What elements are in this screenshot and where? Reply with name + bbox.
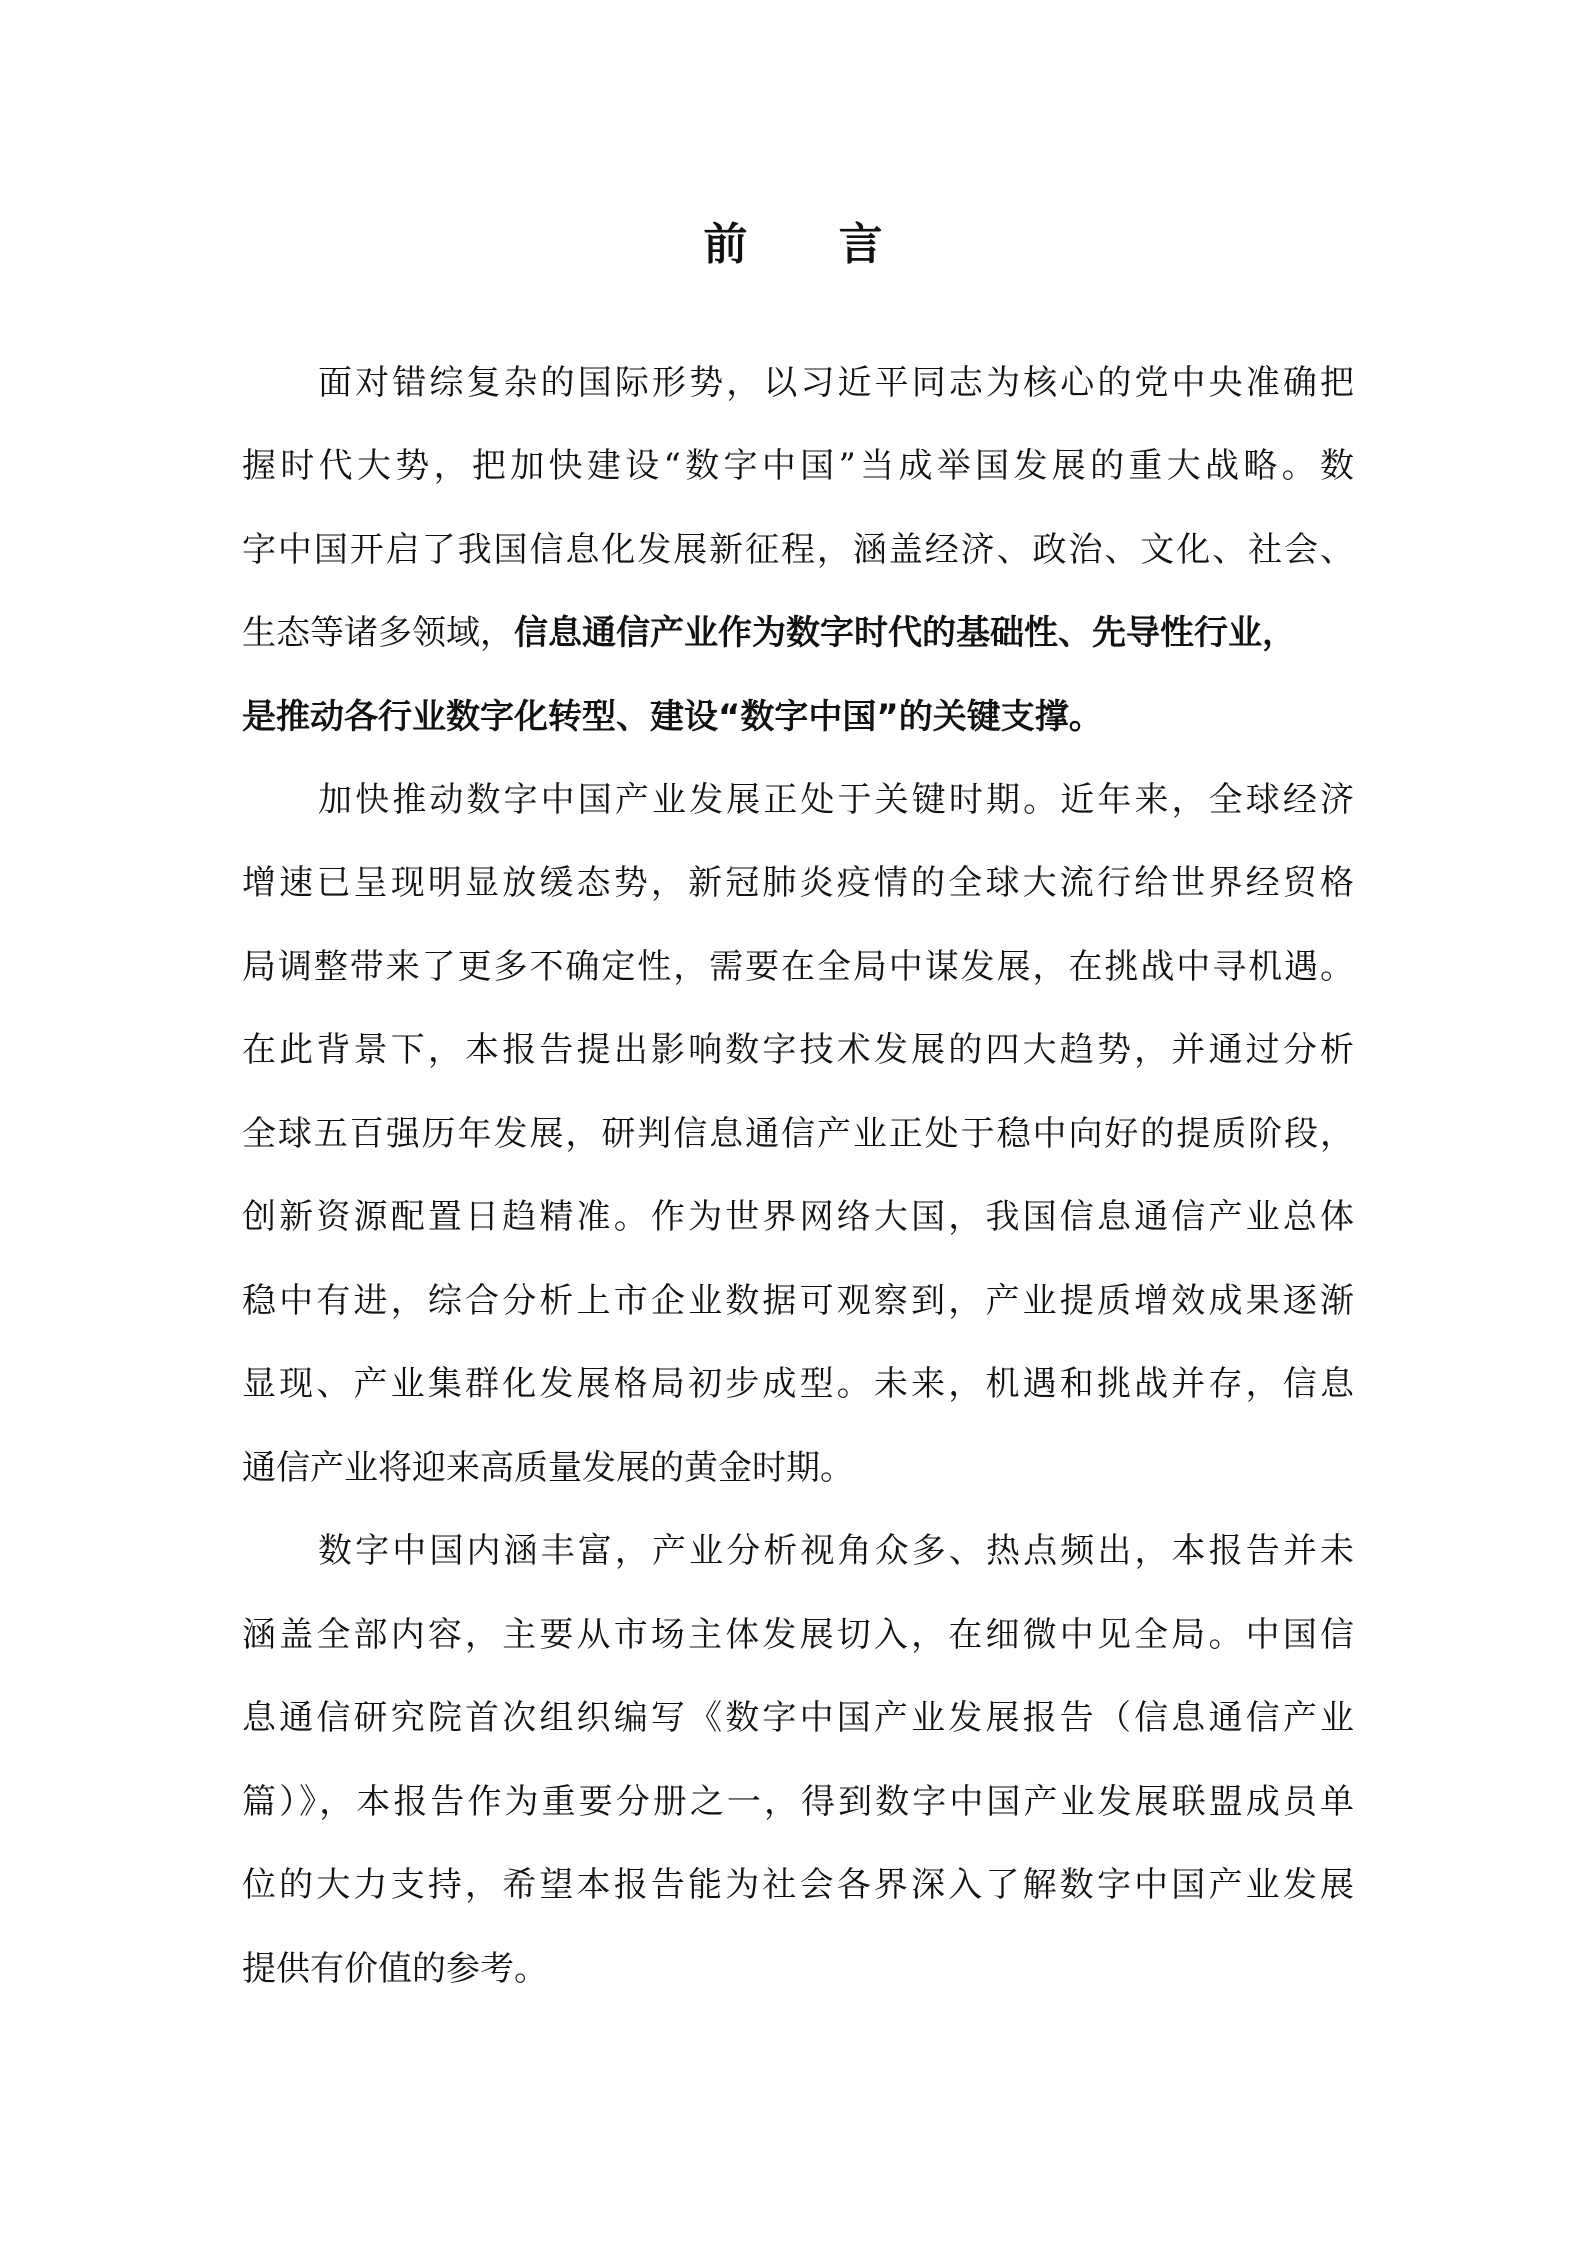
text-line: 提供有价值的参考。 <box>242 1949 548 1989</box>
text-line: 全球五百强历年发展，研判信息通信产业正处于稳中向好的提质阶段， <box>242 1114 1354 1154</box>
text-line: 稳中有进，综合分析上市企业数据可观察到，产业提质增效成果逐渐 <box>242 1281 1354 1321</box>
text-normal: 生态等诸多领域， <box>242 613 514 653</box>
page-title: 前 言 <box>703 219 921 270</box>
text-line: 面对错综复杂的国际形势，以习近平同志为核心的党中央准确把 <box>318 363 1354 403</box>
text-line: 篇）》，本报告作为重要分册之一，得到数字中国产业发展联盟成员单 <box>242 1782 1354 1822</box>
text-line: 数字中国内涵丰富，产业分析视角众多、热点频出，本报告并未 <box>318 1531 1354 1571</box>
text-line: 涵盖全部内容，主要从市场主体发展切入，在细微中见全局。中国信 <box>242 1615 1354 1655</box>
text-line: 增速已呈现明显放缓态势，新冠肺炎疫情的全球大流行给世界经贸格 <box>242 863 1354 903</box>
text-line: 握时代大势，把加快建设“数字中国”当成举国发展的重大战略。数 <box>242 446 1354 486</box>
text-line: 在此背景下，本报告提出影响数字技术发展的四大趋势，并通过分析 <box>242 1030 1354 1070</box>
text-line <box>242 608 1354 658</box>
text-line-bold: 是推动各行业数字化转型、建设“数字中国”的关键支撑。 <box>242 697 1103 737</box>
text-line: 通信产业将迎来高质量发展的黄金时期。 <box>242 1448 854 1488</box>
text-line: 加快推动数字中国产业发展正处于关键时期。近年来，全球经济 <box>318 780 1354 820</box>
text-line: 息通信研究院首次组织编写《数字中国产业发展报告（信息通信产业 <box>242 1698 1354 1738</box>
text-line: 局调整带来了更多不确定性，需要在全局中谋发展，在挑战中寻机遇。 <box>242 947 1354 987</box>
text-line: 显现、产业集群化发展格局初步成型。未来，机遇和挑战并存，信息 <box>242 1364 1354 1404</box>
text-bold: 信息通信产业作为数字时代的基础性、先导性行业， <box>514 613 1296 653</box>
text-line: 创新资源配置日趋精准。作为世界网络大国，我国信息通信产业总体 <box>242 1197 1354 1237</box>
text-line: 字中国开启了我国信息化发展新征程，涵盖经济、政治、文化、社会、 <box>242 530 1354 570</box>
text-line: 位的大力支持，希望本报告能为社会各界深入了解数字中国产业发展 <box>242 1865 1354 1905</box>
